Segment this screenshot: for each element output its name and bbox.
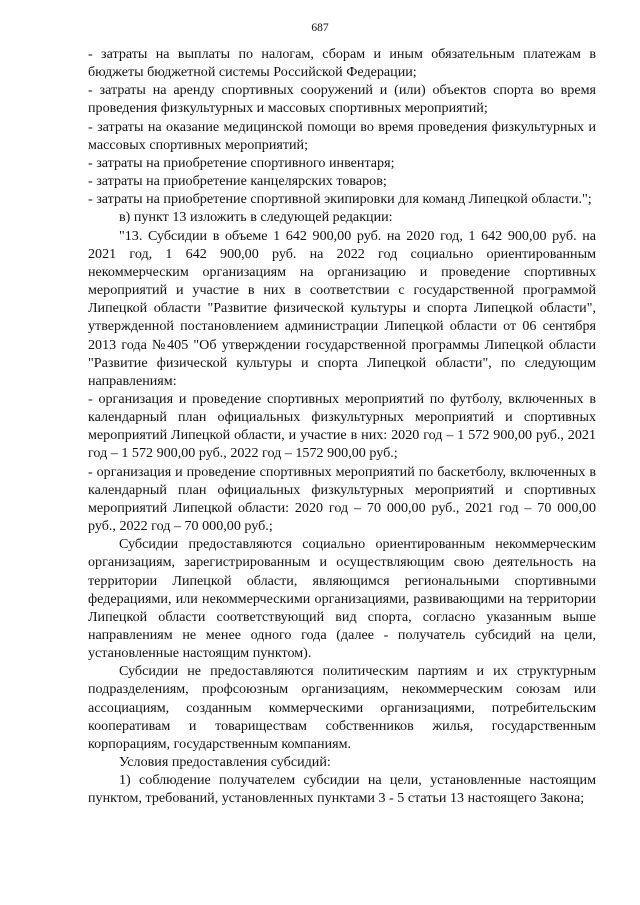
paragraph-taxes-expense: - затраты на выплаты по налогам, сборам и иным обязательным платежам в бюджеты бюджетной системы Российской Федерации;: [88, 46, 596, 81]
paragraph-condition-1: 1) соблюдение получателем субсидии на цели, установленные настоящим пунктом, требований, установленных пунктами 3 - 5 статьи 13 настоящего Закона;: [88, 772, 596, 807]
paragraph-item-13: "13. Субсидии в объеме 1 642 900,00 руб. на 2020 год, 1 642 900,00 руб. на 2021 год, 1 642 900,00 руб. на 2022 год социально ориентированным некоммерческим организациям на организацию и проведение спортивных мероприятий и участие в них в соответствии с государственной программой Липецкой области "Развитие физической культуры и спорта Липецкой области", утвержденной постановлением администрации Липецкой области от 06 сентября 2013 года №405 "Об утверждении государственной программы Липецкой области "Развитие физической культуры и спорта Липецкой области", по следующим направлениям:: [88, 227, 596, 389]
page-number: 687: [311, 22, 329, 34]
paragraph-equipment-expense: - затраты на приобретение спортивной экипировки для команд Липецкой области.";: [88, 191, 592, 208]
paragraph-basketball-direction: - организация и проведение спортивных мероприятий по баскетболу, включенных в календарный план официальных физкультурных мероприятий и спортивных мероприятий Липецкой области: 2020 год – 70 000,00 руб., 2021 год – 70 000,00 руб., 2022 год – 70 000,00 руб.;: [88, 463, 596, 535]
paragraph-inventory-expense: - затраты на приобретение спортивного инвентаря;: [88, 154, 395, 171]
paragraph-football-direction: - организация и проведение спортивных мероприятий по футболу, включенных в календарный план официальных физкультурных мероприятий и спортивных мероприятий Липецкой области, и участие в них: 2020 год – 1 572 900,00 руб., 2021 год – 1 572 900,00 руб., 2022 год – 1572 900,00 руб.;: [88, 390, 596, 462]
paragraph-exclusions: Субсидии не предоставляются политическим партиям и их структурным подразделениям, профсоюзным организациям, некоммерческим союзам или ассоциациям, созданным коммерческими организациями, потребительским кооперативам и товариществам собственников жилья, государственным корпорациям, государственным компаниям.: [88, 663, 596, 752]
paragraph-recipients: Субсидии предоставляются социально ориентированным некоммерческим организациям, зарегистрированным и осуществляющим свою деятельность на территории Липецкой области, являющимся региональными спортивными федерациями, или некоммерческими организациями, развивающими на территории Липецкой области соответствующий вид спорта, согласно указанным выше направлениям не менее одного года (далее - получатель субсидий на цели, установленные настоящим пунктом).: [88, 536, 596, 662]
paragraph-stationery-expense: - затраты на приобретение канцелярских товаров;: [88, 173, 387, 190]
paragraph-medical-expense: - затраты на оказание медицинской помощи во время проведения физкультурных и массовых спортивных мероприятий;: [88, 118, 596, 153]
paragraph-rent-expense: - затраты на аренду спортивных сооружений и (или) объектов спорта во время проведения физкультурных и массовых спортивных мероприятий;: [88, 82, 596, 117]
paragraph-conditions-heading: Условия предоставления субсидий:: [119, 754, 331, 771]
document-body: [88, 45, 596, 808]
paragraph-amendment-intro: в) пункт 13 изложить в следующей редакции:: [119, 209, 393, 226]
